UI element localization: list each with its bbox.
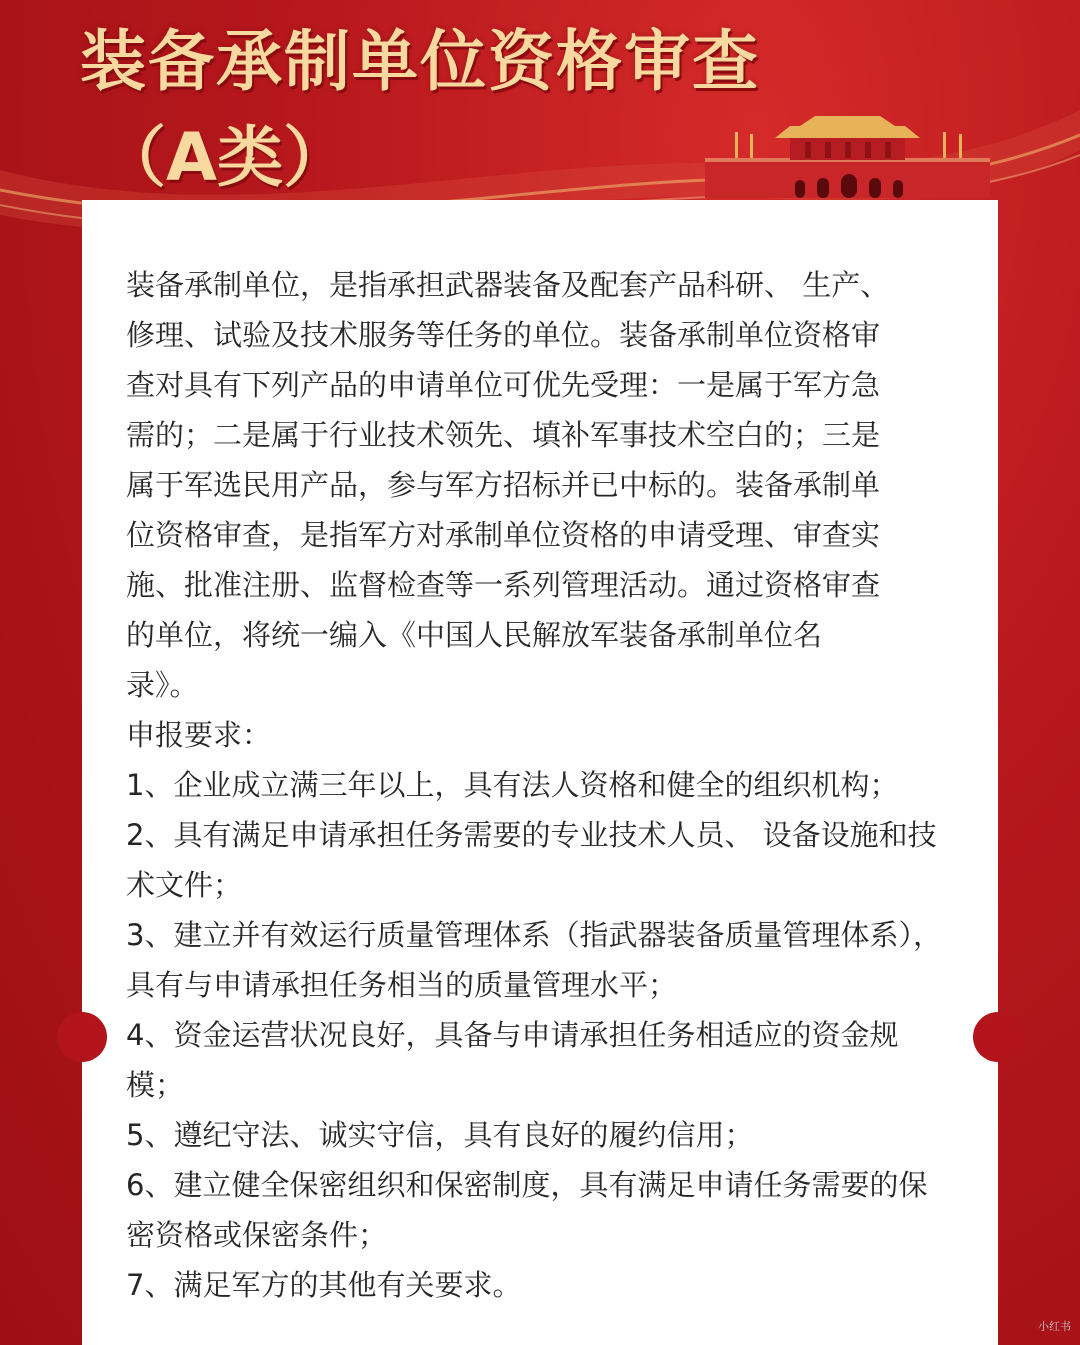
intro-line: 属于军选民用产品，参与军方招标并已中标的。装备承制单 xyxy=(126,468,881,502)
intro-line: 装备承制单位，是指承担武器装备及配套产品科研、 生产、 xyxy=(126,268,890,302)
requirements-heading: 申报要求： xyxy=(126,718,272,752)
watermark-logo: 小红书 xyxy=(1038,1320,1071,1333)
intro-line: 修理、试验及技术服务等任务的单位。装备承制单位资格审 xyxy=(126,318,881,352)
content-body xyxy=(126,260,956,1310)
intro-line: 需的；二是属于行业技术领先、填补军事技术空白的；三是 xyxy=(126,418,881,452)
card-notch-right xyxy=(973,1012,1023,1062)
intro-line: 录》。 xyxy=(126,668,199,702)
page-title: 装备承制单位资格审查 xyxy=(80,23,760,100)
requirement-item: 5、遵纪守法、诚实守信，具有良好的履约信用； xyxy=(126,1118,754,1152)
requirement-item: 6、建立健全保密组织和保密制度，具有满足申请任务需要的保密资格或保密条件； xyxy=(126,1168,928,1252)
requirement-item: 1、企业成立满三年以上，具有法人资格和健全的组织机构； xyxy=(126,768,899,802)
intro-line: 位资格审查，是指军方对承制单位资格的申请受理、审查实 xyxy=(126,518,881,552)
intro-line: 查对具有下列产品的申请单位可优先受理：一是属于军方急 xyxy=(126,368,881,402)
page-subtitle: （A类） xyxy=(100,119,350,196)
card-notch-left xyxy=(57,1012,107,1062)
intro-line: 施、批准注册、监督检查等一系列管理活动。通过资格审查 xyxy=(126,568,881,602)
requirements-list xyxy=(126,760,956,1310)
requirement-item: 4、资金运营状况良好，具备与申请承担任务相适应的资金规模； xyxy=(126,1018,899,1102)
intro-line: 的单位，将统一编入《中国人民解放军装备承制单位名 xyxy=(126,618,823,652)
tiananmen-gate-icon xyxy=(705,108,990,198)
intro-paragraph xyxy=(126,260,956,710)
requirement-item: 3、建立并有效运行质量管理体系（指武器装备质量管理体系），具有与申请承担任务相当的质量管理水平； xyxy=(126,918,942,1002)
requirement-item: 7、满足军方的其他有关要求。 xyxy=(126,1268,522,1302)
requirement-item: 2、具有满足申请承担任务需要的专业技术人员、 设备设施和技术文件； xyxy=(126,818,937,902)
